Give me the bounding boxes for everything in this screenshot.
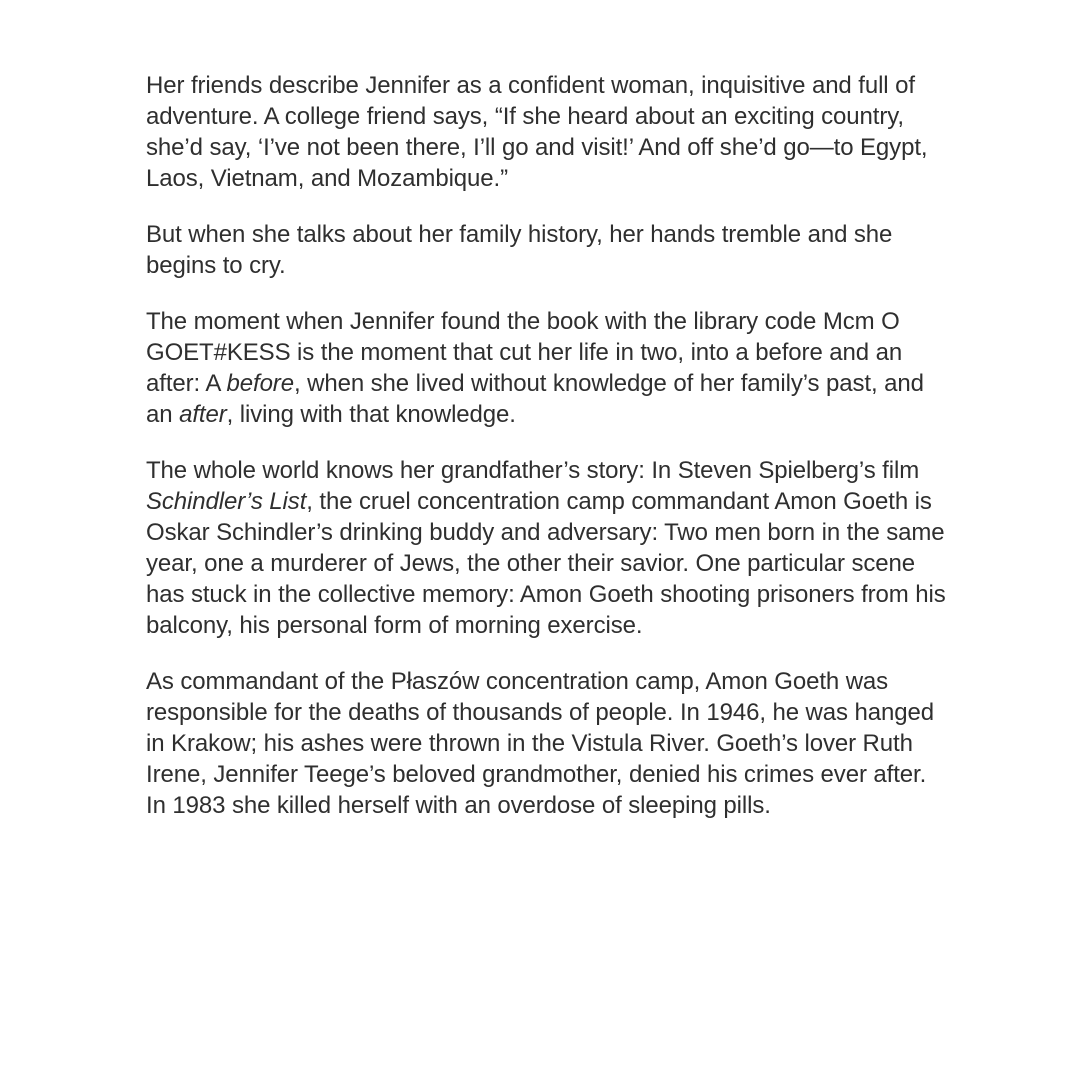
paragraph-4-text-1: The whole world knows her grandfather’s story: In Steven Spielberg’s film xyxy=(146,457,920,484)
paragraph-2: But when she talks about her family history, her hands tremble and she begins to cry. xyxy=(146,221,893,279)
paragraph-3-emphasis-after: after xyxy=(179,401,227,428)
paragraph-4-text-2: , the cruel concentration camp commandant Amon Goeth is Oskar Schindler’s drinking buddy and adversary: Two men born in the same year, one a murderer of Jews, the other their savior. One particular scene has stuck in the collective memory: Amon Goeth shooting prisoners from his balcony, his personal form of morning exercise. xyxy=(146,488,946,639)
paragraph-4-film-title: Schindler’s List xyxy=(146,488,307,515)
paragraph-3-text-1: The moment when Jennifer found the book with the library code Mcm O GOET#KESS is the moment that cut her life in two, into a before and an after: A xyxy=(146,308,903,397)
paragraph-3-text-2: , when she lived without knowledge of her family’s past, and an xyxy=(146,370,924,428)
paragraph-3-text-3: , living with that knowledge. xyxy=(226,401,516,428)
paragraph-3 xyxy=(146,306,946,430)
document-page xyxy=(146,70,946,821)
paragraph-3-emphasis-before: before xyxy=(226,370,294,397)
paragraph-5: As commandant of the Płaszów concentration camp, Amon Goeth was responsible for the deaths of thousands of people. In 1946, he was hanged in Krakow; his ashes were thrown in the Vistula River. Goeth’s lover Ruth Irene, Jennifer Teege’s beloved grandmother, denied his crimes ever after. In 1983 she killed herself with an overdose of sleeping pills. xyxy=(146,668,934,819)
paragraph-4 xyxy=(146,455,946,641)
paragraph-1: Her friends describe Jennifer as a confident woman, inquisitive and full of adventure. A college friend says, “If she heard about an exciting country, she’d say, ‘I’ve not been there, I’ll go and visit!’ And off she’d go—to Egypt, Laos, Vietnam, and Mozambique.” xyxy=(146,72,928,192)
